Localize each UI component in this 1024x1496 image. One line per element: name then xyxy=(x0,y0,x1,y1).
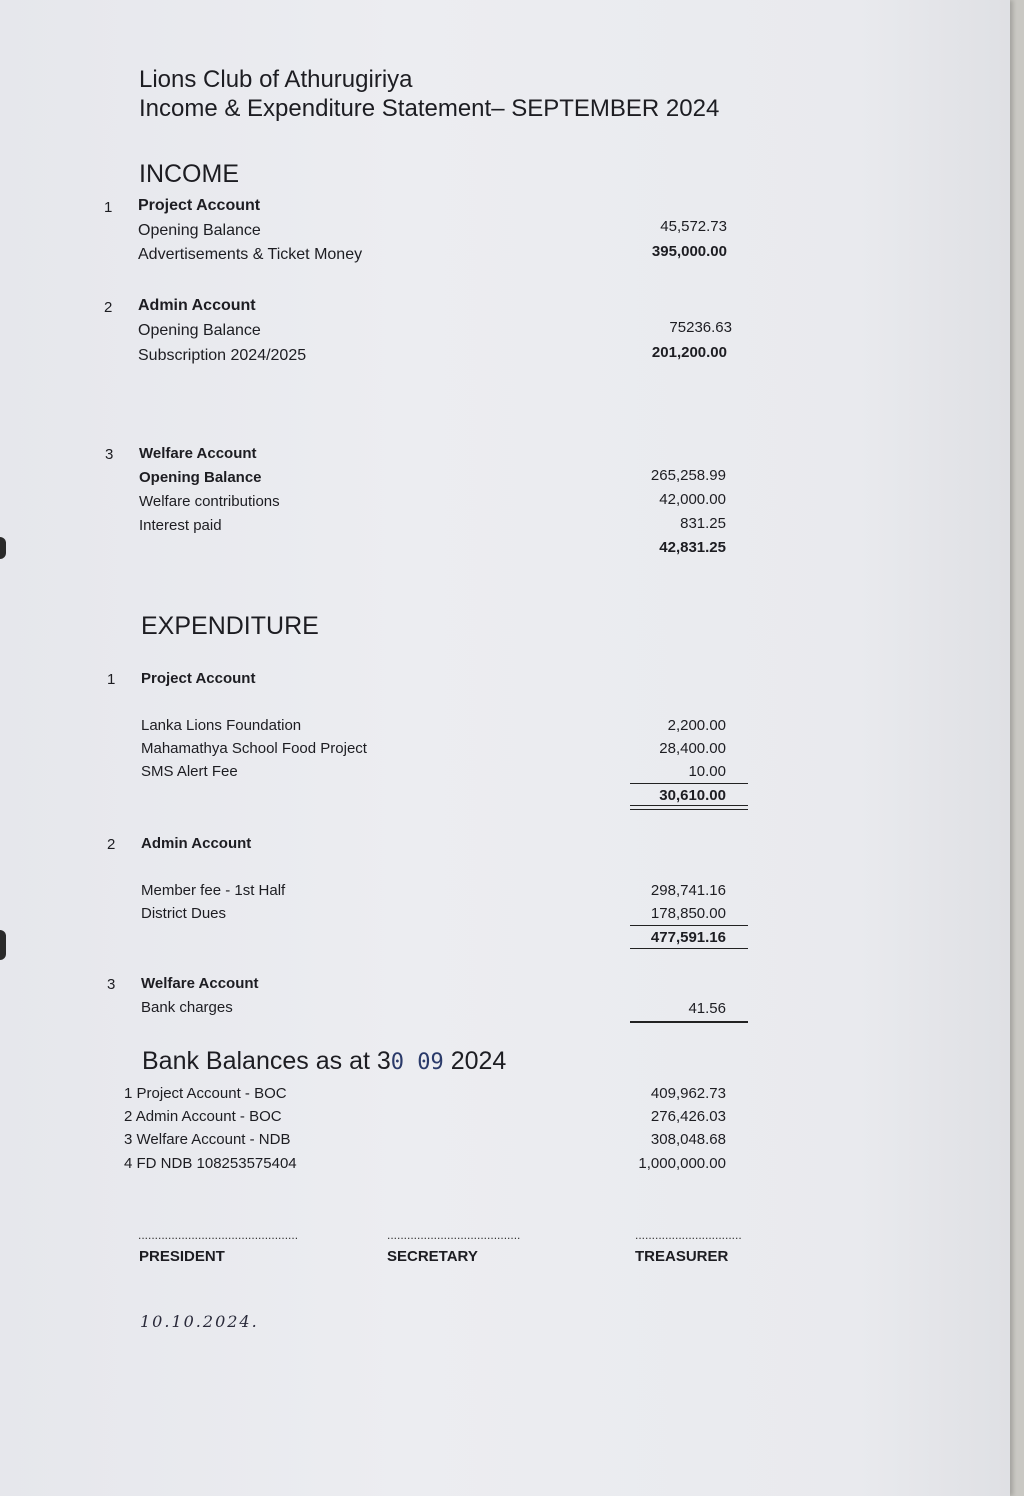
expenditure-row-label: Member fee - 1st Half xyxy=(141,882,286,899)
income-row-amount: 201,200.00 xyxy=(651,344,727,361)
income-row-label: Advertisements & Ticket Money xyxy=(138,246,363,263)
income-row-amount: 42,000.00 xyxy=(659,491,726,508)
binder-clip xyxy=(0,930,6,960)
expenditure-heading: EXPENDITURE xyxy=(141,612,319,640)
handwritten-date-correction: 0 09 xyxy=(390,1050,444,1075)
statement-title: Income & Expenditure Statement– SEPTEMBER 2024 xyxy=(139,95,720,122)
income-row-amount: 265,258.99 xyxy=(650,467,726,484)
signature-line-president: ................................................ xyxy=(138,1228,299,1242)
bank-row: 2 Admin Account - BOC xyxy=(124,1108,282,1125)
income-row-amount: 75236.63 xyxy=(669,319,732,336)
expenditure-admin-total: 477,591.16 xyxy=(650,929,726,946)
expenditure-project-title: Project Account xyxy=(141,670,256,687)
income-row-label: Opening Balance xyxy=(138,322,261,339)
expenditure-row-label: District Dues xyxy=(141,905,227,922)
treasurer-label: TREASURER xyxy=(635,1248,729,1265)
signature-line-treasurer: ................................ xyxy=(635,1228,742,1242)
bank-row-amount: 409,962.73 xyxy=(650,1085,726,1102)
bank-row-amount: 1,000,000.00 xyxy=(638,1155,726,1172)
income-row-label: Welfare contributions xyxy=(139,493,280,510)
income-row-label: Subscription 2024/2025 xyxy=(138,347,307,364)
expenditure-row-amount: 178,850.00 xyxy=(650,905,726,922)
total-rule xyxy=(630,1021,748,1023)
total-double-rule xyxy=(630,805,748,810)
income-row-label: Opening Balance xyxy=(138,222,261,239)
total-rule xyxy=(630,948,748,949)
subtotal-rule xyxy=(630,925,748,926)
club-name: Lions Club of Athurugiriya xyxy=(139,66,413,93)
income-row-amount: 395,000.00 xyxy=(651,243,727,260)
subtotal-rule xyxy=(630,783,748,784)
income-welfare-total: 42,831.25 xyxy=(659,539,726,556)
handwritten-date: 10.10.2024. xyxy=(140,1312,259,1331)
signature-line-secretary: ........................................ xyxy=(387,1228,521,1242)
item-number: 2 xyxy=(104,299,113,316)
expenditure-row-amount: 2,200.00 xyxy=(667,717,726,734)
income-row-amount: 45,572.73 xyxy=(660,218,727,235)
expenditure-row-amount: 10.00 xyxy=(688,763,726,780)
bank-balances-heading: Bank Balances as at 30 09 2024 xyxy=(142,1047,507,1075)
binder-clip xyxy=(0,537,6,559)
item-number: 2 xyxy=(107,836,116,853)
bank-row: 3 Welfare Account - NDB xyxy=(124,1131,291,1148)
expenditure-row-label: Lanka Lions Foundation xyxy=(141,717,302,734)
item-number: 3 xyxy=(105,446,114,463)
expenditure-row-amount: 41.56 xyxy=(688,1000,726,1017)
item-number: 1 xyxy=(107,671,116,688)
expenditure-row-label: SMS Alert Fee xyxy=(141,763,238,780)
bank-row-amount: 308,048.68 xyxy=(650,1131,726,1148)
income-welfare-title: Welfare Account xyxy=(139,445,257,462)
item-number: 3 xyxy=(107,976,116,993)
item-number: 1 xyxy=(104,199,113,216)
expenditure-row-amount: 298,741.16 xyxy=(650,882,726,899)
expenditure-project-total: 30,610.00 xyxy=(659,787,726,804)
income-admin-title: Admin Account xyxy=(138,297,256,314)
bank-row: 4 FD NDB 108253575404 xyxy=(124,1155,297,1172)
bank-row: 1 Project Account - BOC xyxy=(124,1085,287,1102)
expenditure-row-label: Mahamathya School Food Project xyxy=(141,740,367,757)
income-row-label: Interest paid xyxy=(139,517,222,534)
expenditure-row-amount: 28,400.00 xyxy=(659,740,726,757)
income-row-amount: 831.25 xyxy=(680,515,726,532)
income-project-title: Project Account xyxy=(138,197,261,214)
income-heading: INCOME xyxy=(139,160,239,188)
expenditure-row-label: Bank charges xyxy=(141,999,233,1016)
secretary-label: SECRETARY xyxy=(387,1248,478,1265)
income-row-label: Opening Balance xyxy=(139,469,262,486)
bank-row-amount: 276,426.03 xyxy=(650,1108,726,1125)
expenditure-admin-title: Admin Account xyxy=(141,835,252,852)
president-label: PRESIDENT xyxy=(139,1248,225,1265)
expenditure-welfare-title: Welfare Account xyxy=(141,975,259,992)
